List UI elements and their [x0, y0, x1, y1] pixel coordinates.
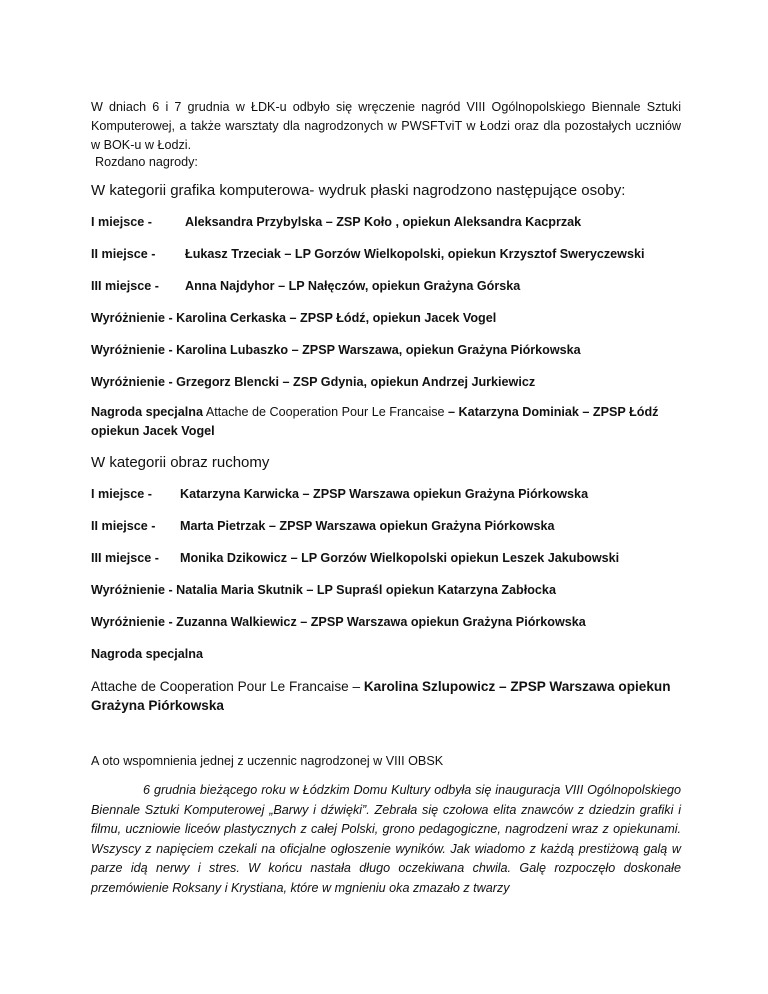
section1-heading: W kategorii grafika komputerowa- wydruk płaski nagrodzono następujące osoby: [91, 182, 626, 199]
special-award-sponsor: Attache de Cooperation Pour Le Francaise [205, 405, 445, 419]
section1-honorable-1: Wyróżnienie - Karolina Cerkaska – ZPSP Łódź, opiekun Jacek Vogel [91, 311, 497, 325]
place-winner: Marta Pietrzak – ZPSP Warszawa opiekun Grażyna Piórkowska [180, 519, 555, 533]
section1-place-1 [91, 213, 691, 231]
section1-place-3 [91, 277, 691, 295]
section1-honorable-3: Wyróżnienie - Grzegorz Blencki – ZSP Gdynia, opiekun Andrzej Jurkiewicz [91, 375, 536, 389]
place-label: III miejsce - [91, 551, 159, 565]
section2-heading: W kategorii obraz ruchomy [91, 454, 270, 471]
memories-paragraph: 6 grudnia bieżącego roku w Łódzkim Domu Kultury odbyła się inauguracja VIII Ogólnopolskiego Biennale Sztuki Komputerowej „Barwy i dźwięki”. Zebrała się czołowa elita znawców z dziedzin grafiki i filmu, uczniowie liceów plastycznych z całej Polski, grono pedagogiczne, nagrodzeni wraz z opiekunami. Wszyscy z napięciem czekali na oficjalne ogłoszenie wyników. Jak wiadomo z każdą prestiżową galą w parze idą nerwy i stres. W końcu nastała długo oczekiwana chwila. Galę rozpoczęło doskonałe przemówienie Roksany i Krystiana, które w mgnieniu oka zmazało z twarzy [91, 783, 681, 895]
special-award-label: Nagroda specjalna [91, 405, 203, 419]
section1-place-2 [91, 245, 691, 263]
section2-honorable-1: Wyróżnienie - Natalia Maria Skutnik – LP Supraśl opiekun Katarzyna Zabłocka [91, 583, 556, 597]
place-label: II miejsce - [91, 519, 156, 533]
place-winner: Katarzyna Karwicka – ZPSP Warszawa opiekun Grażyna Piórkowska [180, 487, 589, 501]
section2-place-3 [91, 549, 691, 567]
special-award-sponsor: Attache de Cooperation Pour Le Francaise – [91, 679, 361, 694]
memories-intro: A oto wspomnienia jednej z uczennic nagrodzonej w VIII OBSK [91, 754, 444, 768]
place-label: I miejsce - [91, 487, 152, 501]
place-winner: Monika Dzikowicz – LP Gorzów Wielkopolski opiekun Leszek Jakubowski [180, 551, 620, 565]
special-award-winner: – Katarzyna Dominiak – ZPSP Łódź opiekun Jacek Vogel [91, 405, 659, 438]
section1-special-award [91, 403, 691, 441]
section2-special-award [91, 677, 691, 715]
place-label: III miejsce - [91, 279, 159, 293]
awards-distributed-label: Rozdano nagrody: [95, 155, 198, 169]
section2-place-1 [91, 485, 691, 503]
section1-honorable-2: Wyróżnienie - Karolina Lubaszko – ZPSP Warszawa, opiekun Grażyna Piórkowska [91, 343, 581, 357]
place-winner: Łukasz Trzeciak – LP Gorzów Wielkopolski, opiekun Krzysztof Sweryczewski [185, 247, 645, 261]
section2-special-label: Nagroda specjalna [91, 647, 203, 661]
place-winner: Anna Najdyhor – LP Nałęczów, opiekun Grażyna Górska [185, 279, 521, 293]
place-label: I miejsce - [91, 215, 152, 229]
section2-honorable-2: Wyróżnienie - Zuzanna Walkiewicz – ZPSP Warszawa opiekun Grażyna Piórkowska [91, 615, 586, 629]
intro-paragraph: W dniach 6 i 7 grudnia w ŁDK-u odbyło się wręczenie nagród VIII Ogólnopolskiego Biennale Sztuki Komputerowej, a także warsztaty dla nagrodzonych w PWSFTviT w Łodzi oraz dla pozostałych uczniów w BOK-u w Łodzi. [91, 100, 681, 152]
place-label: II miejsce - [91, 247, 156, 261]
place-winner: Aleksandra Przybylska – ZSP Koło , opiekun Aleksandra Kacprzak [185, 215, 582, 229]
special-award-winner: Karolina Szlupowicz – ZPSP Warszawa opiekun Grażyna Piórkowska [91, 679, 671, 713]
section2-place-2 [91, 517, 691, 535]
